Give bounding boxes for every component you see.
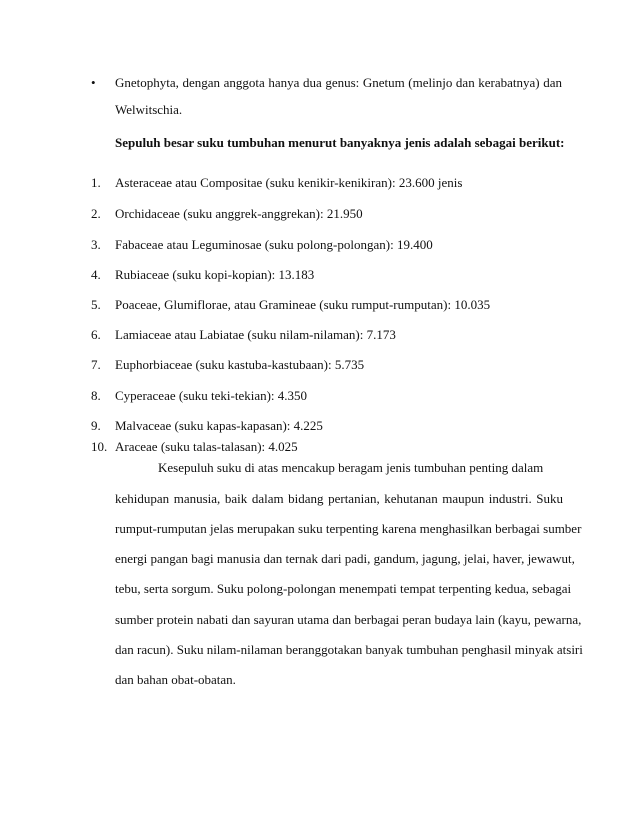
list-text: Orchidaceae (suku anggrek-anggrekan): 21.950 [115,206,363,221]
list-text: Lamiaceae atau Labiatae (suku nilam-nilaman): 7.173 [115,327,396,342]
list-text: Rubiaceae (suku kopi-kopian): 13.183 [115,267,315,282]
list-text: Poaceae, Glumiflorae, atau Gramineae (suku rumput-rumputan): 10.035 [115,297,491,312]
paragraph-line: kehidupan manusia, baik dalam bidang pertanian, kehutanan maupun industri. Suku [115,491,563,506]
paragraph-line: tebu, serta sorgum. Suku polong-polongan menempati tempat terpenting kedua, sebagai [115,581,572,596]
list-number: 6. [91,327,101,342]
list-text: Malvaceae (suku kapas-kapasan): 4.225 [115,418,323,433]
list-item [91,173,462,193]
list-item [91,295,490,315]
list-item [91,355,364,375]
list-number: 5. [91,297,101,312]
paragraph-line: rumput-rumputan jelas merupakan suku terpenting karena menghasilkan berbagai sumber [115,521,582,536]
paragraph-line: Kesepuluh suku di atas mencakup beragam jenis tumbuhan penting dalam [158,460,544,475]
bullet-text-line: Gnetophyta, dengan anggota hanya dua genus: Gnetum (melinjo dan kerabatnya) dan [115,75,562,90]
list-text: Asteraceae atau Compositae (suku kenikir-kenikiran): 23.600 jenis [115,175,463,190]
bullet-text [115,73,562,117]
list-item [91,235,433,255]
list-item [91,204,363,224]
list-item [91,265,314,285]
paragraph-line: dan racun). Suku nilam-nilaman beranggotakan banyak tumbuhan penghasil minyak atsiri [115,642,583,657]
list-item [91,386,307,406]
list-number: 10. [91,439,108,454]
paragraph-line: sumber protein nabati dan sayuran utama dan berbagai peran budaya lain (kayu, pewarna, [115,612,582,627]
list-text: Fabaceae atau Leguminosae (suku polong-polongan): 19.400 [115,237,433,252]
list-item [91,325,396,345]
paragraph-line: dan bahan obat-obatan. [115,672,236,687]
list-text: Cyperaceae (suku teki-tekian): 4.350 [115,388,308,403]
list-text: Euphorbiaceae (suku kastuba-kastubaan): 5.735 [115,357,365,372]
bullet-text-line: Welwitschia. [115,102,183,117]
list-number: 3. [91,237,101,252]
list-text: Araceae (suku talas-talasan): 4.025 [115,439,298,454]
list-number: 2. [91,206,101,221]
bullet-marker: • [91,75,96,90]
list-item [91,416,323,436]
section-heading: Sepuluh besar suku tumbuhan menurut banyaknya jenis adalah sebagai berikut: [115,135,565,150]
paragraph-line: energi pangan bagi manusia dan ternak dari padi, gandum, jagung, jelai, haver, jewawut, [115,551,575,566]
list-number: 1. [91,175,101,190]
list-number: 9. [91,418,101,433]
list-number: 7. [91,357,101,372]
list-item [91,437,298,457]
list-number: 8. [91,388,101,403]
list-number: 4. [91,267,101,282]
